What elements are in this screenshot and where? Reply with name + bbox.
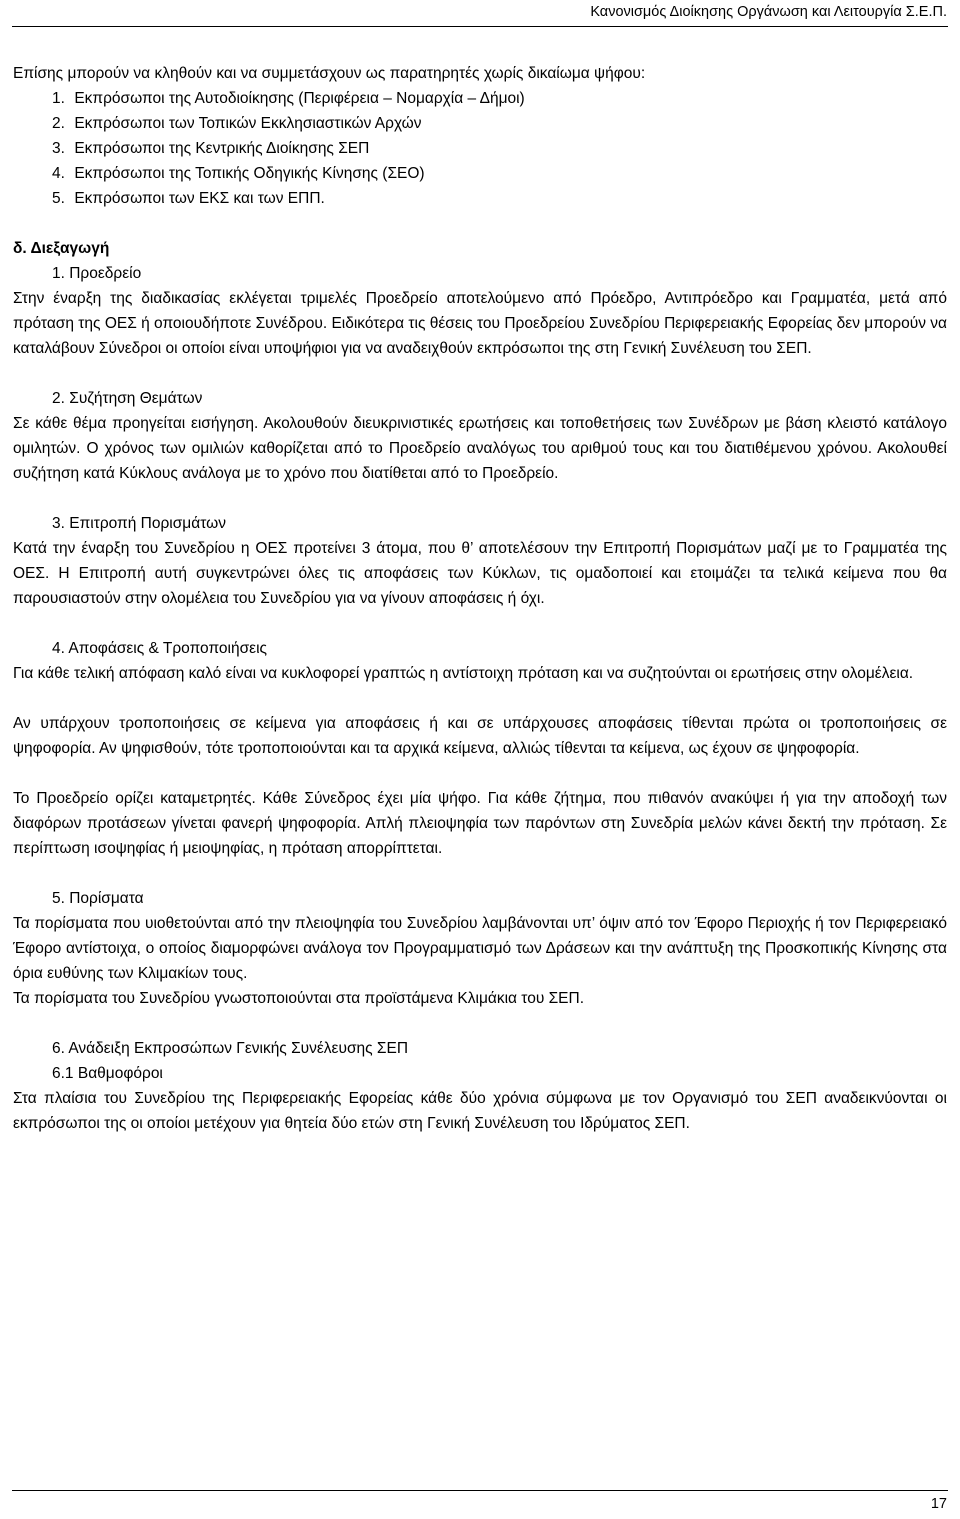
footer-rule	[12, 1490, 948, 1491]
spacer	[13, 761, 947, 786]
header-rule	[12, 26, 948, 27]
subsection-title-conclusions-committee: 3. Επιτροπή Πορισμάτων	[52, 515, 226, 532]
discussion-text: Σε κάθε θέμα προηγείται εισήγηση. Ακολουθούν διευκρινιστικές ερωτήσεις και τοποθετήσεις των Συνέδρων με βάση κλειστό κατάλογο ομιλητών. Ο χρόνος των ομιλιών καθορίζεται από το Προεδρείο αναλόγως του αριθμού τους και του διατιθέμενου χρόνου. Ακολουθεί συζήτηση κατά Κύκλους ανάλογα με το χρόνο που διατίθεται από το Προεδρείο.	[13, 415, 947, 482]
spacer	[13, 611, 947, 636]
presidium-text: Στην έναρξη της διαδικασίας εκλέγεται τριμελές Προεδρείο αποτελούμενο από Πρόεδρο, Αντιπρόεδρο και Γραμματέα, μετά από πρόταση της ΟΕΣ ή οποιουδήποτε Συνέδρου. Ειδικότερα τις θέσεις του Προεδρείου Συνεδρίου Περιφερειακής Εφορείας δεν μπορούν να καταλάβουν Σύνεδροι οι οποίοι είναι υποψήφιοι για να αναδειχθούν εκπρόσωποι της στη Γενική Συνέλευση του ΣΕΠ.	[13, 290, 947, 357]
decisions-paragraph-2: Αν υπάρχουν τροποποιήσεις σε κείμενα για αποφάσεις ή και σε υπάρχουσες αποφάσεις τίθενται πρώτα οι τροποποιήσεις σε ψηφοφορία. Αν ψηφισθούν, τότε τροποποιούνται και τα αρχικά κείμενα, αλλιώς τίθενται τα κείμενα, ως έχουν σε ψηφοφορία.	[13, 715, 947, 757]
observers-list	[13, 86, 947, 211]
list-text: Εκπρόσωποι της Κεντρικής Διοίκησης ΣΕΠ	[74, 140, 370, 157]
spacer	[13, 686, 947, 711]
list-text: Εκπρόσωποι των ΕΚΣ και των ΕΠΠ.	[74, 190, 325, 207]
list-text: Εκπρόσωποι της Αυτοδιοίκησης (Περιφέρεια – Νομαρχία – Δήμοι)	[74, 90, 525, 107]
conclusions-paragraph-2: Τα πορίσματα του Συνεδρίου γνωστοποιούνται στα προϊστάμενα Κλιμάκια του ΣΕΠ.	[13, 990, 585, 1007]
list-number: 4.	[52, 165, 65, 182]
section-heading: δ. Διεξαγωγή	[13, 240, 110, 257]
conclusions-committee-text: Κατά την έναρξη του Συνεδρίου η ΟΕΣ προτείνει 3 άτομα, που θ’ αποτελέσουν την Επιτροπή Πορισμάτων μαζί με το Γραμματέα της ΟΕΣ. Η Επιτροπή αυτή συγκεντρώνει όλες τις αποφάσεις των Κύκλων, τις ομαδοποιεί και ετοιμάζει τα τελικά κείμενα που θα παρουσιαστούν στην ολομέλεια του Συνεδρίου για να γίνουν αποφάσεις ή όχι.	[13, 540, 947, 607]
list-number: 1.	[52, 90, 65, 107]
spacer	[13, 211, 947, 236]
spacer	[13, 1011, 947, 1036]
list-text: Εκπρόσωποι της Τοπικής Οδηγικής Κίνησης (ΣΕΟ)	[74, 165, 425, 182]
list-item	[13, 111, 947, 136]
running-header: Κανονισμός Διοίκησης Οργάνωση και Λειτουργία Σ.Ε.Π.	[590, 4, 947, 20]
page-number: 17	[930, 1496, 947, 1512]
spacer	[13, 486, 947, 511]
subsection-title-representatives: 6. Ανάδειξη Εκπροσώπων Γενικής Συνέλευσης ΣΕΠ	[52, 1040, 409, 1057]
subsection-title-decisions: 4. Αποφάσεις & Τροποποιήσεις	[52, 640, 267, 657]
subsection-title-presidium: 1. Προεδρείο	[52, 265, 142, 282]
list-item	[13, 186, 947, 211]
subsection-title-conclusions: 5. Πορίσματα	[52, 890, 144, 907]
list-text: Εκπρόσωποι των Τοπικών Εκκλησιαστικών Αρχών	[74, 115, 422, 132]
subsection-title-discussion: 2. Συζήτηση Θεμάτων	[52, 390, 203, 407]
decisions-paragraph-3: Το Προεδρείο ορίζει καταμετρητές. Κάθε Σύνεδρος έχει μία ψήφο. Για κάθε ζήτημα, που πιθανόν ανακύψει ή για την αποδοχή των διαφόρων προτάσεων γίνεται φανερή ψηφοφορία. Απλή πλειοψηφία των παρόντων στη Συνεδρία μελών κάνει δεκτή την πρόταση. Σε περίπτωση ισοψηφίας ή μειοψηφίας, η πρόταση απορρίπτεται.	[13, 790, 947, 857]
list-item	[13, 86, 947, 111]
representatives-text: Στα πλαίσια του Συνεδρίου της Περιφερειακής Εφορείας κάθε δύο χρόνια σύμφωνα με τον Οργανισμό του ΣΕΠ αναδεικνύονται οι εκπρόσωποι της οι οποίοι μετέχουν για θητεία δύο ετών στη Γενική Συνέλευση του Ιδρύματος ΣΕΠ.	[13, 1090, 947, 1132]
list-item	[13, 136, 947, 161]
spacer	[13, 861, 947, 886]
conclusions-paragraph-1: Τα πορίσματα που υιοθετούνται από την πλειοψηφία του Συνεδρίου λαμβάνονται υπ’ όψιν από τον Έφορο Περιοχής ή τον Περιφερειακό Έφορο αντίστοιχα, ο οποίος διαμορφώνει ανάλογα τον Προγραμματισμό των Δράσεων και την ανάπτυξη της Προσκοπικής Κίνησης στα όρια ευθύνης των Κλιμακίων τους.	[13, 915, 947, 982]
decisions-paragraph-1: Για κάθε τελική απόφαση καλό είναι να κυκλοφορεί γραπτώς η αντίστοιχη πρόταση και να συζητούνται οι ερωτήσεις στην ολομέλεια.	[13, 665, 914, 682]
document-body	[13, 61, 947, 1136]
list-number: 3.	[52, 140, 65, 157]
spacer	[13, 361, 947, 386]
subsection-subtitle-leaders: 6.1 Βαθμοφόροι	[52, 1065, 163, 1082]
observers-intro: Επίσης μπορούν να κληθούν και να συμμετάσχουν ως παρατηρητές χωρίς δικαίωμα ψήφου:	[13, 65, 646, 82]
list-number: 5.	[52, 190, 65, 207]
list-number: 2.	[52, 115, 65, 132]
list-item	[13, 161, 947, 186]
